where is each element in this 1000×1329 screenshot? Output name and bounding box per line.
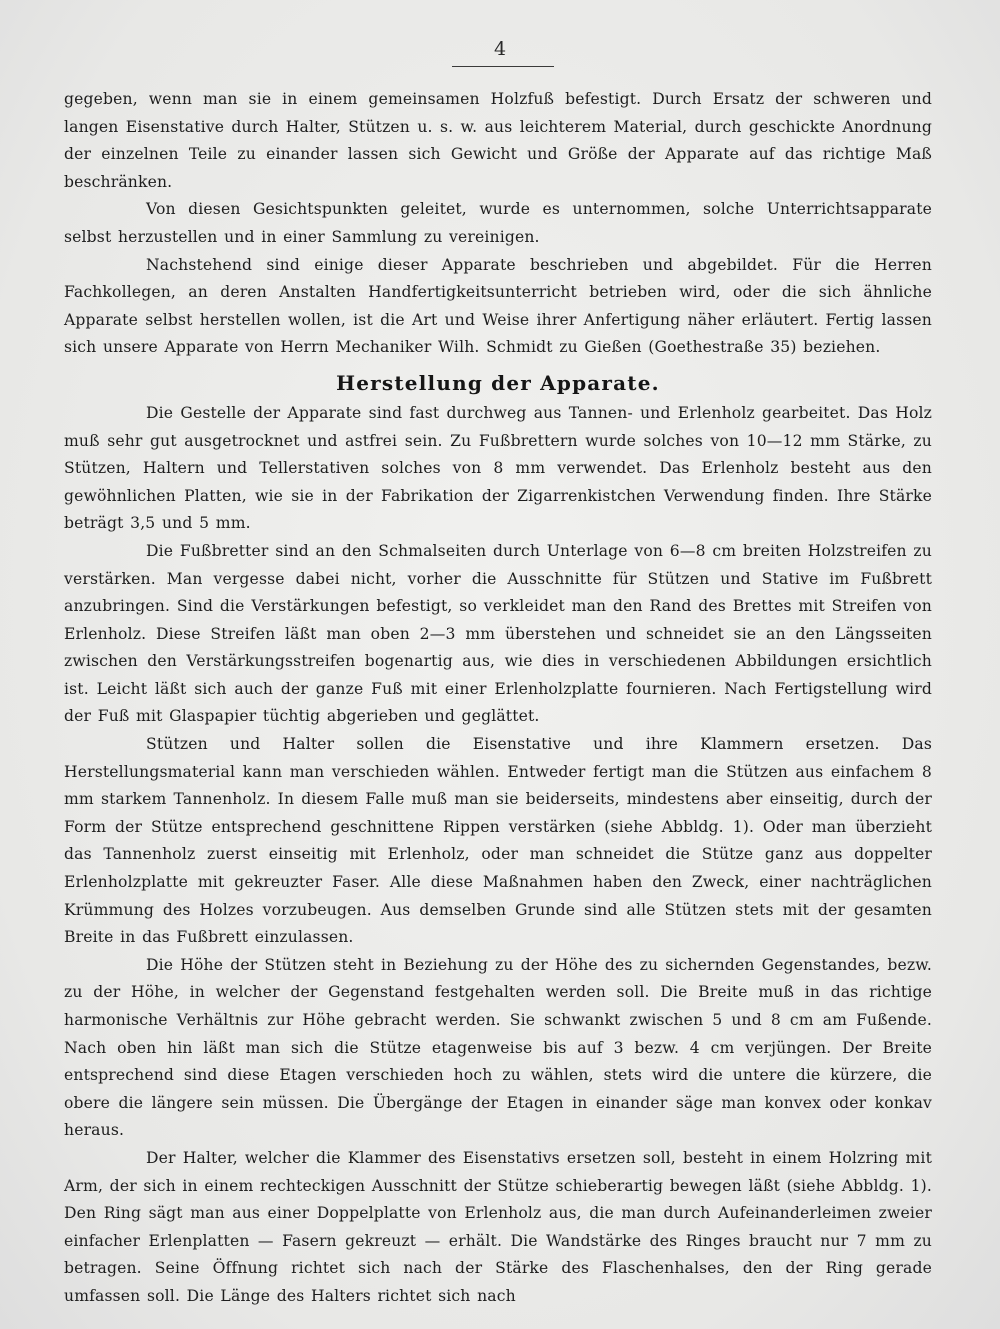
paragraph-section-1: Die Gestelle der Apparate sind fast durchweg aus Tannen- und Erlenholz gearbeitet. Das Holz muß sehr gut ausgetrocknet und astfrei sein. Zu Fußbrettern wurde solches von 10—12 mm Stärke, zu Stützen, Haltern und Tellerstativen solches von 8 mm verwendet. Das Erlenholz besteht aus den gewöhnlichen Platten, wie sie in der Fabrikation der Zigarrenkistchen Verwendung finden. Ihre Stärke beträgt 3,5 und 5 mm.: [64, 403, 932, 533]
page-number-rule: [452, 66, 554, 67]
paragraph-section-5: Der Halter, welcher die Klammer des Eisenstativs ersetzen soll, besteht in einem Holzring mit Arm, der sich in einem rechteckigen Ausschnitt der Stütze schieberartig bewegen läßt (siehe Abbldg. 1). Den Ring sägt man aus einer Doppelplatte von Erlenholz aus, die man durch Aufeinanderleimen zweier einfacher Erlenplatten — Fasern gekreuzt — erhält. Die Wandstärke des Ringes braucht nur 7 mm zu betragen. Seine Öffnung richtet sich nach der Stärke des Flaschenhalses, den der Ring gerade umfassen soll. Die Länge des Halters richtet sich nach: [64, 1148, 932, 1305]
paragraph-intro-1: gegeben, wenn man sie in einem gemeinsamen Holzfuß befestigt. Durch Ersatz der schweren und langen Eisenstative durch Halter, Stützen u. s. w. aus leichterem Material, durch geschickte Anordnung der einzelnen Teile zu einander lassen sich Gewicht und Größe der Apparate auf das richtige Maß beschränken.: [64, 90, 932, 191]
section-heading: Herstellung der Apparate.: [336, 370, 660, 395]
page-body: [64, 86, 932, 1311]
paragraph-section-2: Die Fußbretter sind an den Schmalseiten durch Unterlage von 6—8 cm breiten Holzstreifen zu verstärken. Man vergesse dabei nicht, vorher die Ausschnitte für Stützen und Stative im Fußbrett anzubringen. Sind die Verstärkungen befestigt, so verkleidet man den Rand des Brettes mit Streifen von Erlenholz. Diese Streifen läßt man oben 2—3 mm überstehen und schneidet sie an den Längsseiten zwischen den Verstärkungsstreifen bogenartig aus, wie dies in verschiedenen Abbildungen ersichtlich ist. Leicht läßt sich auch der ganze Fuß mit einer Erlenholzplatte fournieren. Nach Fertigstellung wird der Fuß mit Glaspapier tüchtig abgerieben und geglättet.: [64, 541, 932, 726]
page-number: 4: [493, 38, 507, 60]
paragraph-intro-2: Von diesen Gesichtspunkten geleitet, wurde es unternommen, solche Unterrichtsapparate selbst herzustellen und in einer Sammlung zu vereinigen.: [64, 200, 932, 246]
paragraph-section-4: Die Höhe der Stützen steht in Beziehung zu der Höhe des zu sichernden Gegenstandes, bezw. zu der Höhe, in welcher der Gegenstand festgehalten werden soll. Die Breite muß in das richtige harmonische Verhältnis zur Höhe gebracht werden. Sie schwankt zwischen 5 und 8 cm am Fußende. Nach oben hin läßt man sich die Stütze etagenweise bis auf 3 bezw. 4 cm verjüngen. Der Breite entsprechend sind diese Etagen verschieden hoch zu wählen, stets wird die untere die kürzere, die obere die längere sein müssen. Die Übergänge der Etagen in einander säge man konvex oder konkav heraus.: [64, 955, 932, 1140]
paragraph-section-3: Stützen und Halter sollen die Eisenstative und ihre Klammern ersetzen. Das Herstellungsmaterial kann man verschieden wählen. Entweder fertigt man die Stützen aus einfachem 8 mm starkem Tannenholz. In diesem Falle muß man sie beiderseits, mindestens aber einseitig, durch der Form der Stütze entsprechend geschnittene Rippen verstärken (siehe Abbldg. 1). Oder man überzieht das Tannenholz zuerst einseitig mit Erlenholz, oder man schneidet die Stütze ganz aus doppelter Erlenholzplatte mit gekreuzter Faser. Alle diese Maßnahmen haben den Zweck, einer nachträglichen Krümmung des Holzes vorzubeugen. Aus demselben Grunde sind alle Stützen stets mit der gesamten Breite in das Fußbrett einzulassen.: [64, 735, 932, 947]
paragraph-intro-3: Nachstehend sind einige dieser Apparate beschrieben und abgebildet. Für die Herren Fachkollegen, an deren Anstalten Handfertigkeitsunterricht betrieben wird, oder die sich ähnliche Apparate selbst herstellen wollen, ist die Art und Weise ihrer Anfertigung näher erläutert. Fertig lassen sich unsere Apparate von Herrn Mechaniker Wilh. Schmidt zu Gießen (Goethestraße 35) beziehen.: [64, 255, 932, 357]
